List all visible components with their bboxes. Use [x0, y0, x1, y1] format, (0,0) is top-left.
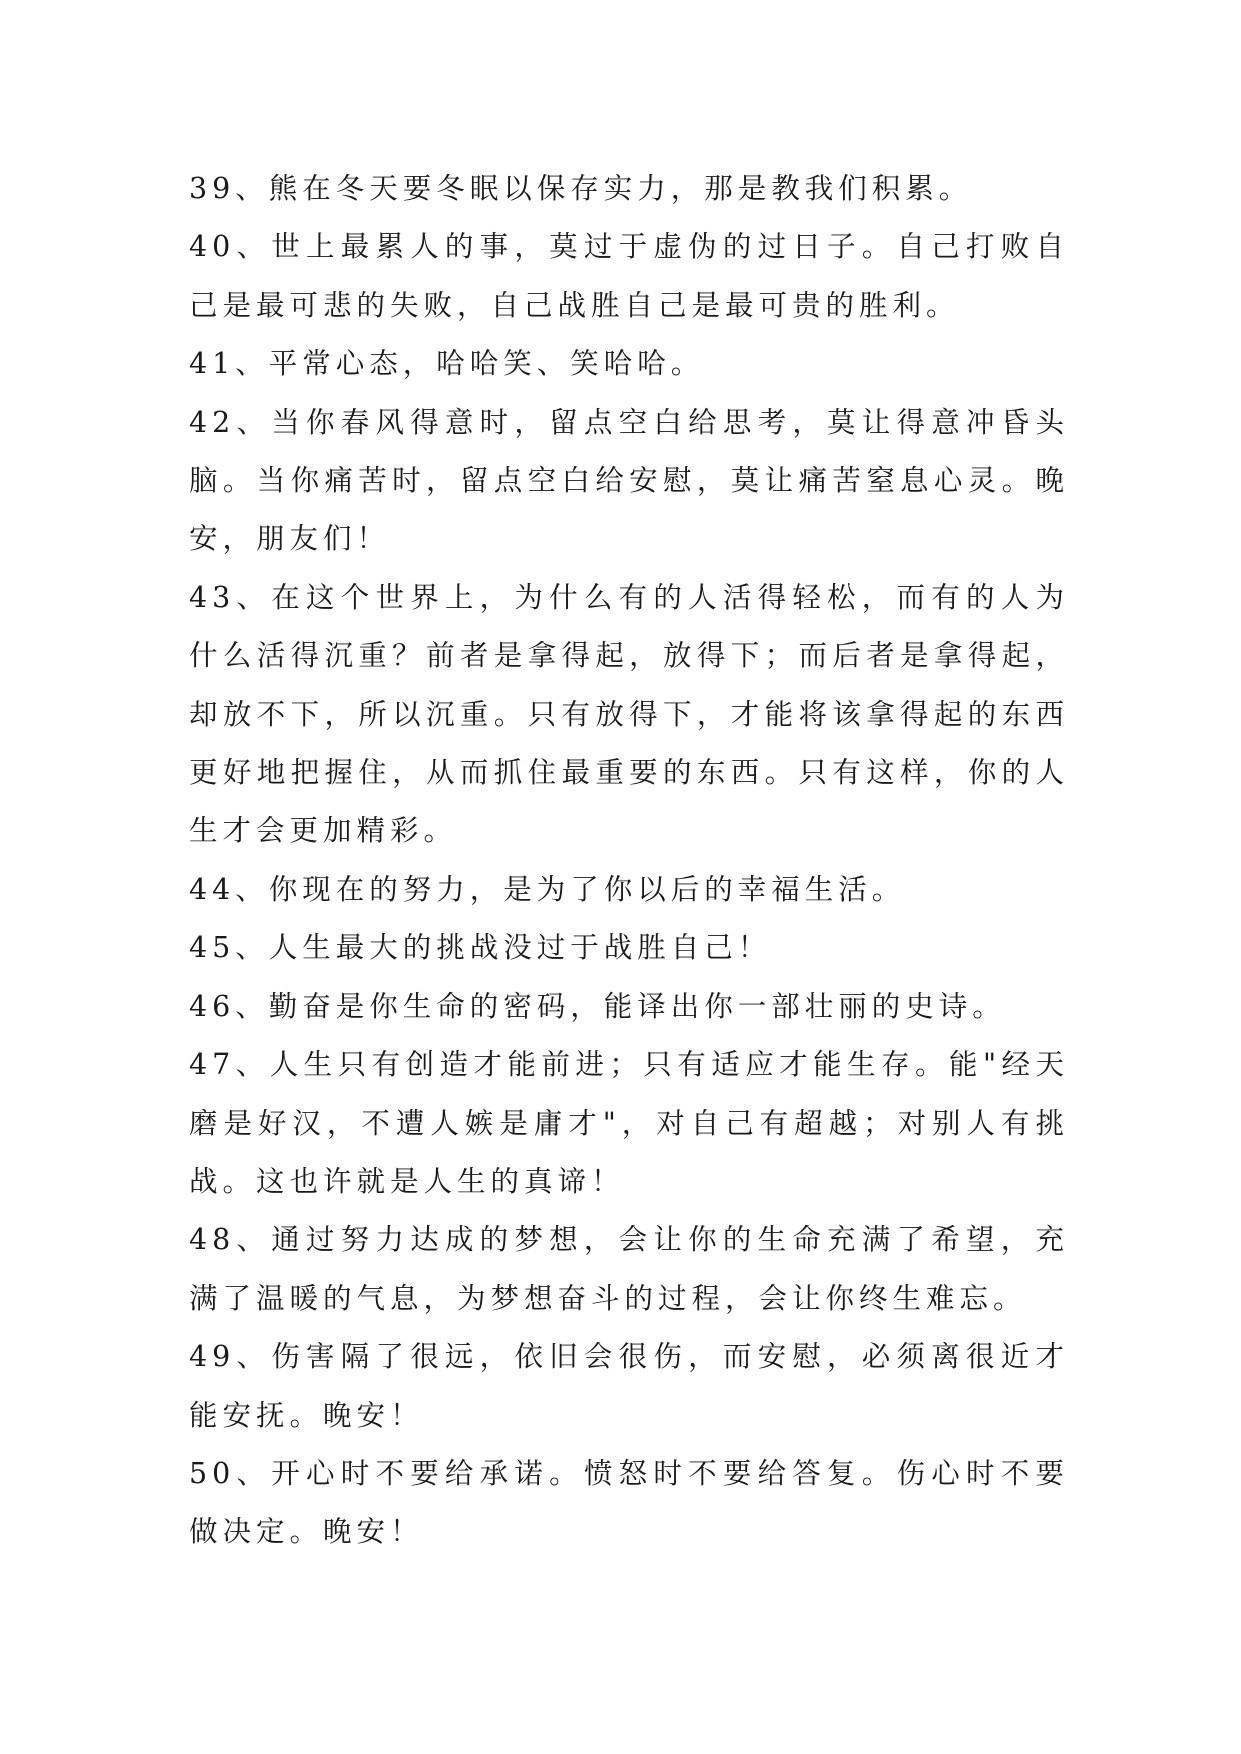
quote-item-44: 44、你现在的努力，是为了你以后的幸福生活。: [189, 872, 906, 906]
document-page: [189, 160, 1069, 1562]
quote-item-47: 47、人生只有创造才能前进；只有适应才能生存。能"经天磨是好汉，不遭人嫉是庸才"，对自己有超越；对别人有挑战。这也许就是人生的真谛！: [189, 1048, 1069, 1198]
quote-item-50: 50、开心时不要给承诺。愤怒时不要给答复。伤心时不要做决定。晚安！: [189, 1456, 1069, 1549]
quote-item-40: 40、世上最累人的事，莫过于虚伪的过日子。自己打败自己是最可悲的失败，自己战胜自己是最可贵的胜利。: [189, 230, 1069, 322]
quote-item-43: 43、在这个世界上，为什么有的人活得轻松，而有的人为什么活得沉重？前者是拿得起，放得下；而后者是拿得起，却放不下，所以沉重。只有放得下，才能将该拿得起的东西更好地把握住，从而抓住最重要的东西。只有这样，你的人生才会更加精彩。: [189, 580, 1069, 848]
quote-item-39: 39、熊在冬天要冬眠以保存实力，那是教我们积累。: [189, 172, 973, 205]
quote-item-42: 42、当你春风得意时，留点空白给思考，莫让得意冲昏头脑。当你痛苦时，留点空白给安慰，莫让痛苦窒息心灵。晚安，朋友们！: [189, 405, 1069, 556]
quote-item-48: 48、通过努力达成的梦想，会让你的生命充满了希望，充满了温暖的气息，为梦想奋斗的过程，会让你终生难忘。: [189, 1223, 1069, 1315]
quote-item-41: 41、平常心态，哈哈笑、笑哈哈。: [189, 347, 705, 381]
quote-item-46: 46、勤奋是你生命的密码，能译出你一部壮丽的史诗。: [189, 989, 1006, 1023]
quote-item-49: 49、伤害隔了很远，依旧会很伤，而安慰，必须离很近才能安抚。晚安！: [189, 1340, 1069, 1432]
quote-item-45: 45、人生最大的挑战没过于战胜自己！: [189, 931, 772, 965]
